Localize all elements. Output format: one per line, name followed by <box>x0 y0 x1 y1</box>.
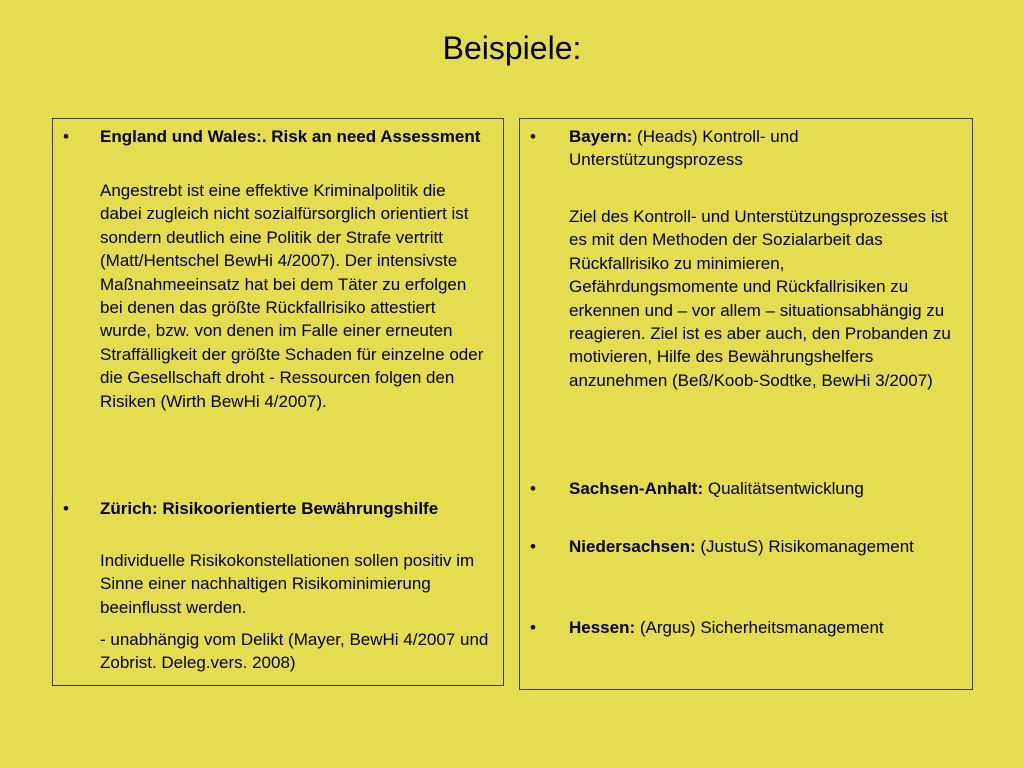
right-content-box <box>519 118 973 690</box>
bullet-icon: • <box>63 499 69 518</box>
slide-title: Beispiele: <box>442 30 582 66</box>
hessen-label: Hessen: <box>569 618 636 637</box>
bayern-label: Bayern: <box>569 127 633 146</box>
niedersachsen-text: (JustuS) Risikomanagement <box>695 537 914 556</box>
sachsen-anhalt-text: Qualitätsentwicklung <box>703 479 864 498</box>
bullet-icon: • <box>530 127 536 146</box>
zurich-note: - unabhängig vom Delikt (Mayer, BewHi 4/2007 und Zobrist. Deleg.vers. 2008) <box>100 630 489 673</box>
sachsen-anhalt-label: Sachsen-Anhalt: <box>569 479 704 498</box>
bayern-text: (Heads) Kontroll- und Unterstützungsprozess <box>569 127 799 170</box>
zurich-body: Individuelle Risikokonstellationen sollen positiv im Sinne einer nachhaltigen Risikominimierung beeinflusst werden. <box>100 551 475 617</box>
bullet-icon: • <box>63 127 69 146</box>
left-content-box <box>52 118 504 686</box>
england-wales-body: Angestrebt ist eine effektive Kriminalpolitik die dabei zugleich nicht sozialfürsorglich orientiert ist sondern deutlich eine Politik der Strafe vertritt (Matt/Hentschel BewHi 4/2007). Der intensivste Maßnahmeeinsatz hat bei dem Täter zu erfolgen bei denen das größte Rückfallrisiko attestiert wurde, bzw. von denen im Falle einer erneuten Straffälligkeit der größte Schaden für einzelne oder die Gesellschaft droht - Ressourcen folgen den Risiken (Wirth BewHi 4/2007). <box>100 181 484 411</box>
niedersachsen-label: Niedersachsen: <box>569 537 696 556</box>
bullet-icon: • <box>530 618 536 637</box>
bayern-body: Ziel des Kontroll- und Unterstützungsprozesses ist es mit den Methoden der Sozialarbeit das Rückfallrisiko zu minimieren, Gefährdungsmomente und Rückfallrisiken zu erkennen und – vor allem – situationsabhängig zu reagieren. Ziel ist es aber auch, den Probanden zu motivieren, Hilfe des Bewährungshelfers anzunehmen (Beß/Koob-Sodtke, BewHi 3/2007) <box>569 207 951 390</box>
bullet-icon: • <box>530 479 536 498</box>
bullet-icon: • <box>530 537 536 556</box>
zurich-heading: Zürich: Risikoorientierte Bewährungshilfe <box>100 499 439 518</box>
hessen-text: (Argus) Sicherheitsmanagement <box>635 618 884 637</box>
england-wales-heading: England und Wales:. Risk an need Assessment <box>100 127 481 146</box>
